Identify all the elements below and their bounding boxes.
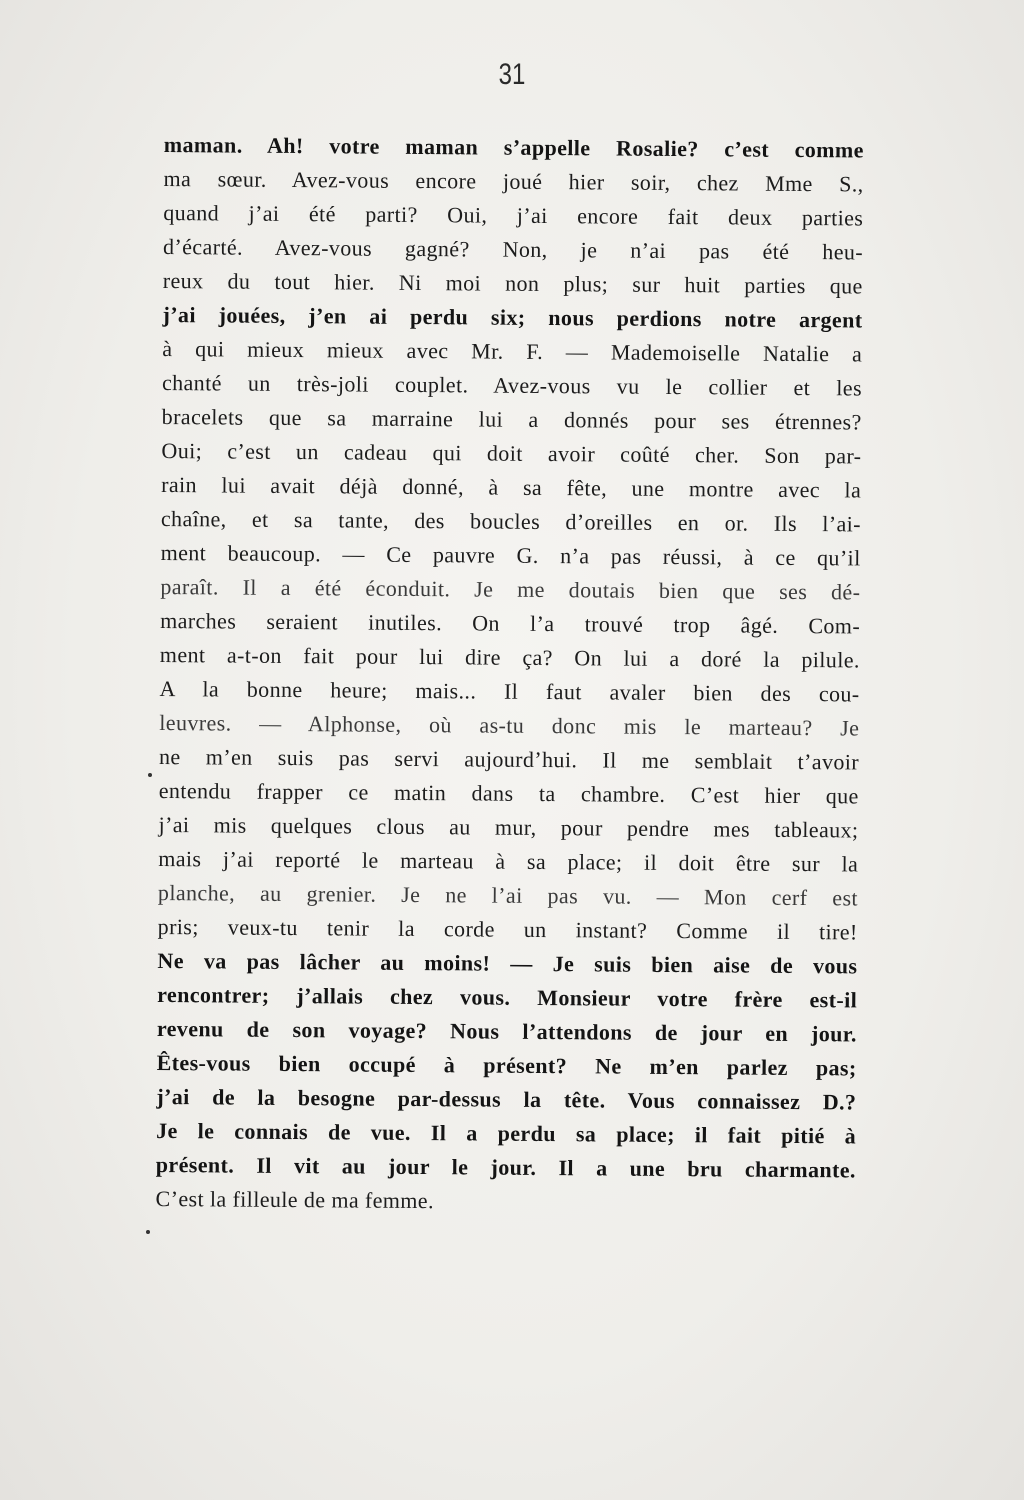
text-line: C’est la filleule de ma femme. — [155, 1185, 435, 1214]
text-line: chaîne, et sa tante, des boucles d’oreilles en or. Ils l’ai- — [160, 505, 862, 537]
text-line: ma sœur. Avez-vous encore joué hier soir, chez Mme S., — [163, 165, 864, 197]
text-line: revenu de son voyage? Nous l’attendons de jour en jour. — [156, 1015, 858, 1047]
text-line: à qui mieux mieux avec Mr. F. — Mademoiselle Natalie a — [162, 335, 863, 367]
text-line: reux du tout hier. Ni moi non plus; sur huit parties que — [162, 267, 863, 299]
page-number: 31 — [498, 58, 526, 91]
text-line: rencontrer; j’allais chez vous. Monsieur votre frère est-il — [157, 981, 858, 1013]
text-line: chanté un très-joli couplet. Avez-vous vu le collier et les — [161, 369, 863, 401]
text-line: rain lui avait déjà donné, à sa fête, une montre avec la — [161, 471, 862, 503]
text-line: paraît. Il a été éconduit. Je me doutais bien que ses dé- — [160, 573, 861, 605]
ink-speck — [148, 773, 152, 777]
text-line: j’ai de la besogne par-dessus la tête. Vous connaissez D.? — [156, 1083, 857, 1115]
text-line: j’ai mis quelques clous au mur, pour pendre mes tableaux; — [158, 811, 859, 843]
text-line: mais j’ai reporté le marteau à sa place; il doit être sur la — [158, 845, 859, 877]
text-line: marches seraient inutiles. On l’a trouvé trop âgé. Com- — [160, 607, 861, 639]
text-line: ment beaucoup. — Ce pauvre G. n’a pas réussi, à ce qu’il — [160, 539, 861, 571]
text-line: Oui; c’est un cadeau qui doit avoir coûté cher. Son par- — [161, 437, 862, 469]
text-line: ment a-t-on fait pour lui dire ça? On lui a doré la pilule. — [159, 641, 860, 673]
text-line: d’écarté. Avez-vous gagné? Non, je n’ai pas été heu- — [162, 233, 864, 265]
text-line: Êtes-vous bien occupé à présent? Ne m’en parlez pas; — [156, 1049, 857, 1081]
text-line: entendu frapper ce matin dans ta chambre. C’est hier que — [158, 777, 859, 809]
text-line: quand j’ai été parti? Oui, j’ai encore fait deux parties — [163, 199, 864, 231]
body-text — [155, 128, 864, 1221]
text-line: Ne va pas lâcher au moins! — Je suis bien aise de vous — [157, 947, 858, 979]
text-line: pris; veux-tu tenir la corde un instant? Comme il tire! — [157, 913, 858, 945]
text-line: bracelets que sa marraine lui a donnés pour ses étrennes? — [161, 403, 862, 435]
text-line: planche, au grenier. Je ne l’ai pas vu. — Mon cerf est — [157, 879, 859, 911]
text-line: ne m’en suis pas servi aujourd’hui. Il me semblait t’avoir — [158, 743, 860, 775]
text-line: j’ai jouées, j’en ai perdu six; nous perdions notre argent — [162, 301, 863, 333]
ink-speck — [146, 1230, 150, 1234]
text-line: leuvres. — Alphonse, où as-tu donc mis le marteau? Je — [159, 709, 860, 741]
text-line: Je le connais de vue. Il a perdu sa place; il fait pitié à — [156, 1117, 857, 1149]
text-line: présent. Il vit au jour le jour. Il a une bru charmante. — [155, 1151, 856, 1183]
text-line: A la bonne heure; mais... Il faut avaler bien des cou- — [159, 675, 860, 707]
text-line: maman. Ah! votre maman s’appelle Rosalie? c’est comme — [163, 131, 864, 163]
